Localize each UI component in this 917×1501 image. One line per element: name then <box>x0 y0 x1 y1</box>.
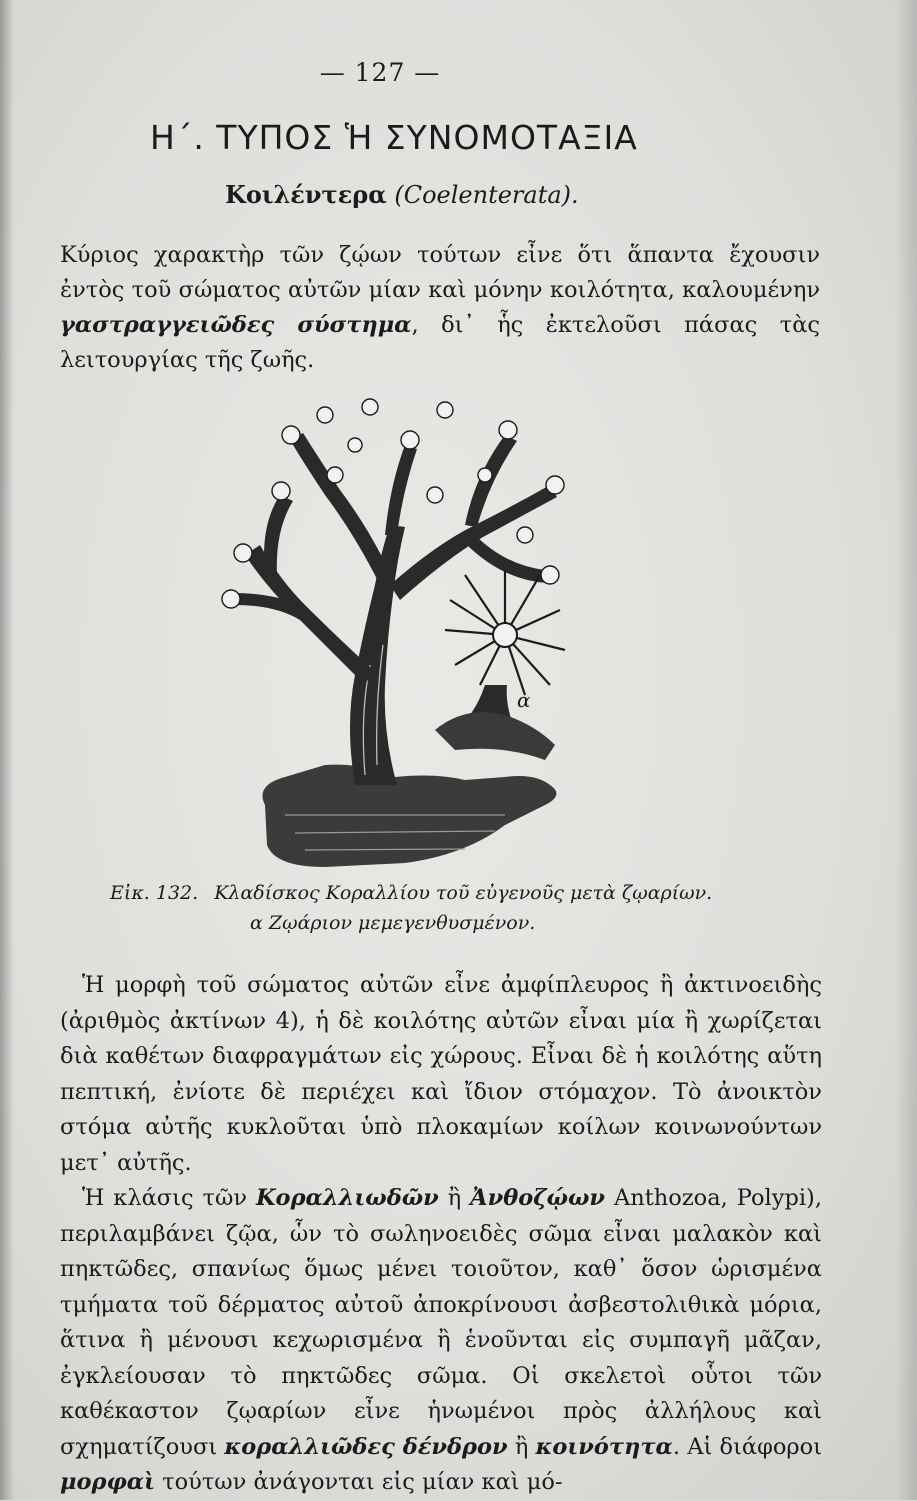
p2-text-e: . Αἱ διάφοροι <box>672 1433 823 1460</box>
intro-emphasis: γαστραγγειῶδες σύστημα <box>60 312 412 338</box>
subtitle-latin: (Coelenterata). <box>394 181 579 209</box>
figure-caption-text: Κλαδίσκος Κοραλλίου τοῦ εὐγενοῦς μετὰ ζῳαρίων. <box>214 882 713 904</box>
figure-caption <box>110 882 810 904</box>
p2-em-coral-tree: κοραλλιῶδες δένδρον <box>224 1433 508 1460</box>
subtitle-greek: Κοιλέντερα <box>225 180 387 209</box>
p2-em-community: κοινότητα <box>535 1433 673 1460</box>
p2-text-a: Ἡ κλάσις τῶν <box>82 1185 256 1211</box>
body-text <box>60 968 822 1501</box>
paragraph-form: Ἡ μορφὴ τοῦ σώματος αὐτῶν εἶνε ἀμφίπλευρος ἢ ἀκτινοειδὴς (ἀριθμὸς ἀκτίνων 4), ἡ δὲ κοιλότης αὐτῶν εἶναι μία ἢ χωρίζεται διὰ καθέτων διαφραγμάτων εἰς χώρους. Εἶναι δὲ ἡ κοιλότης αὕτη πεπτική, ἐνίοτε δὲ περιέχει καὶ ἴδιον στόμαχον. Τὸ ἀνοικτὸν στόμα αὐτῆς κυκλοῦται ὑπὸ πλοκαμίων κοίλων κοινωνούντων μετ᾽ αὐτῆς. <box>60 972 822 1176</box>
p2-em-anthozoon: Ἀνθοζῴων <box>470 1185 606 1211</box>
intro-text-before: Κύριος χαρακτὴρ τῶν ζῴων τούτων εἶνε ὅτι ἅπαντα ἔχουσιν ἐντὸς τοῦ σώματος αὐτῶν μίαν καὶ μόνην κοιλότητα, καλουμένην <box>60 242 820 303</box>
p2-text-f: τούτων ἀνάγονται εἰς μίαν καὶ μό- <box>155 1469 563 1495</box>
p2-text-b: ἢ <box>438 1185 471 1211</box>
figure-caption-line2: α Ζῳάριον μεμεγενθυσμένον. <box>250 912 536 934</box>
p2-text-c: Anthozoa, Polypi), περιλαμβάνει ζῷα, ὧν τὸ σωληνοειδὲς σῶμα εἶναι μαλακὸν καὶ πηκτῶδες, σπανίως ὅμως μένει τοιοῦτον, καθ᾽ ὅσον ὡρισμένα τμήματα τοῦ δέρματος αὐτοῦ ἀποκρίνουσι ἀσβεστολιθικὰ μόρια, ἅτινα ἢ μένουσι κεχωρισμένα ἢ ἑνοῦνται εἰς συμπαγῆ μᾶζαν, ἐγκλείουσαν τὸ πηκτῶδες σῶμα. Οἱ σκελετοὶ οὗτοι τῶν καθέκαστον ζῳαρίων εἶνε ἡνωμένοι πρὸς ἀλλήλους καὶ σχηματίζουσι <box>60 1185 822 1460</box>
coral-branch-illustration <box>205 385 585 875</box>
page-number: — 127 — <box>319 58 441 87</box>
section-subtitle <box>225 180 645 209</box>
coral-figure <box>205 385 585 875</box>
intro-paragraph <box>60 238 820 378</box>
section-title: Η΄. ΤΥΠΟΣ Ἡ ΣΥΝΟΜΟΤΑΞΙΑ <box>150 118 638 157</box>
intro-text-after: , δι᾽ ἧς ἐκτελοῦσι πάσας τὰς λειτουργίας τῆς ζωῆς. <box>60 312 820 373</box>
coral-base-rock <box>263 765 557 867</box>
coral-branch-left <box>245 545 373 685</box>
p2-text-d: ἢ <box>507 1433 536 1460</box>
figure-marker: α <box>517 688 531 712</box>
paragraph-anthozoa <box>60 1181 822 1501</box>
page-left-shadow <box>0 0 14 1500</box>
page-right-shadow <box>895 0 917 1500</box>
figure-caption-label: Εἰκ. 132. <box>110 882 199 904</box>
p2-em-coralliodon: Κοραλλιωδῶν <box>256 1185 439 1211</box>
p2-em-forms: μορφαὶ <box>60 1469 155 1495</box>
